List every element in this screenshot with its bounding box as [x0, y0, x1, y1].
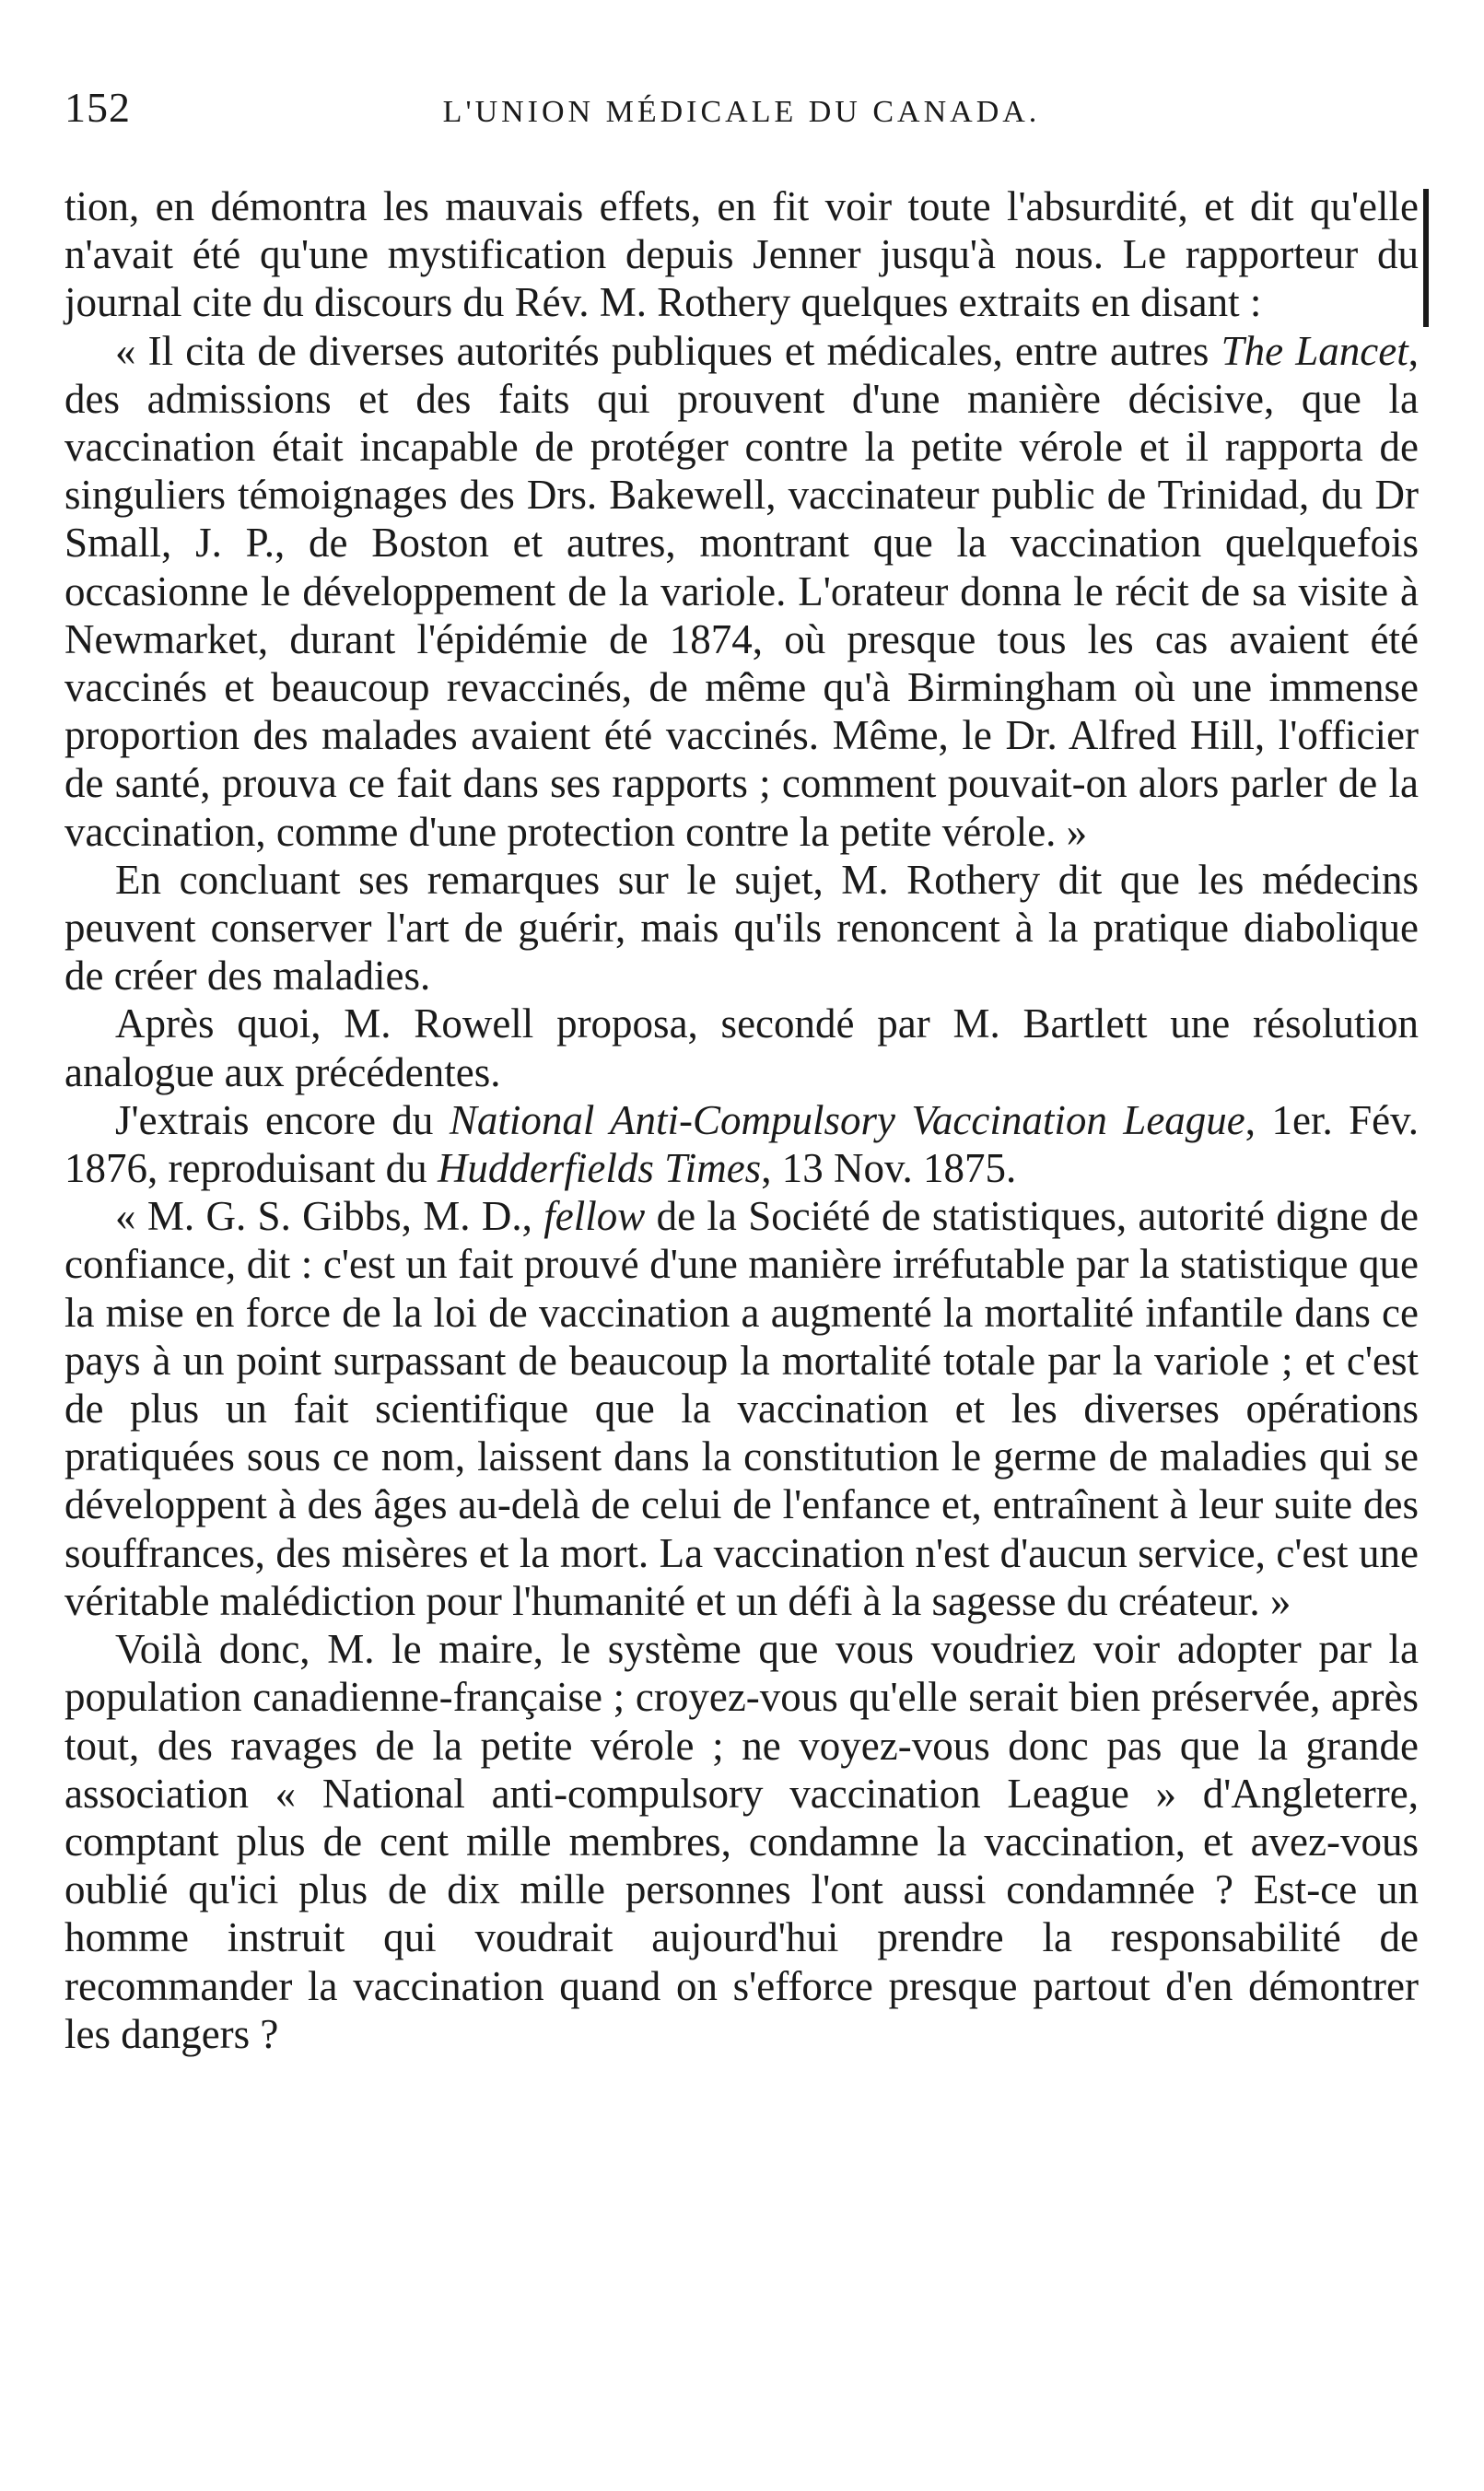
paragraph-p7	[64, 1625, 1419, 2058]
paragraph-text: , des admissions et des faits qui prouvent d'une manière décisive, que la vaccination était incapable de protéger contre la petite vérole et il rapporta de singuliers témoignages des Drs. Bakewell, vaccinateur public de Trinidad, du Dr Small, J. P., de Boston et autres, montrant que la vaccination quelquefois occasionne le développement de la variole. L'orateur donna le récit de sa visite à Newmarket, durant l'épidémie de 1874, où presque tous les cas avaient été vaccinés et beaucoup revaccinés, de même qu'à Birmingham où une immense proportion des malades avaient été vaccinés. Même, le Dr. Alfred Hill, l'officier de santé, prouva ce fait dans ses rapports ; comment pouvait-on alors parler de la vaccination, comme d'une protection contre la petite vérole. »	[64, 327, 1419, 855]
paragraph-p4	[64, 1000, 1419, 1095]
page-number: 152	[64, 84, 131, 131]
paragraph-text: , 1er. Fév. 1876, reproduisant du	[64, 1096, 1419, 1192]
paragraph-text: « Il cita de diverses autorités publiques et médicales, entre autres	[115, 327, 1221, 374]
italic-text: National Anti-Compulsory Vaccination League	[449, 1096, 1245, 1143]
italic-text: The Lancet	[1221, 327, 1408, 374]
scanned-page	[64, 83, 1419, 2058]
italic-text: fellow	[543, 1193, 646, 1240]
paragraph-text: Voilà donc, M. le maire, le système que vous voudriez voir adopter par la population canadienne-française ; croyez-vous qu'elle serait bien préservée, après tout, des ravages de la petite vérole ; ne voyez-vous donc pas que la grande association « National anti-compulsory vaccination League » d'Angleterre, comptant plus de cent mille membres, condamne la vaccination, et avez-vous oublié qu'ici plus de dix mille personnes l'ont aussi condamnée ? Est-ce un homme instruit qui voudrait aujourd'hui prendre la responsabilité de recommander la vaccination quand on s'efforce presque partout d'en démontrer les dangers ?	[64, 1626, 1419, 2057]
paragraph-text: « M. G. S. Gibbs, M. D.,	[115, 1193, 544, 1240]
paragraph-text: , 13 Nov. 1875.	[761, 1145, 1017, 1192]
page-edge-mark	[1423, 189, 1429, 327]
paragraph-text: de la Société de statistiques, autorité digne de confiance, dit : c'est un fait prouvé d'une manière irréfutable par la statistique que la mise en force de la loi de vaccination a augmenté la mortalité infantile dans ce pays à un point surpassant de beaucoup la mortalité totale par la variole ; et c'est de plus un fait scientifique que la vaccination et les diverses opérations pratiquées sous ce nom, laissent dans la constitution le germe de maladies qui se développent à des âges au-delà de celui de l'enfance et, entraînent à leur suite des souffrances, des misères et la mort. La vaccination n'est d'aucun service, c'est une véritable malédiction pour l'humanité et un défi à la sagesse du créateur. »	[64, 1193, 1419, 1624]
paragraph-text: Après quoi, M. Rowell proposa, secondé par M. Bartlett une résolution analogue aux précédentes.	[64, 1000, 1419, 1095]
italic-text: Hudderfields Times	[437, 1145, 762, 1192]
paragraph-p6	[64, 1192, 1419, 1625]
paragraph-p5	[64, 1096, 1419, 1192]
paragraph-p1	[64, 182, 1419, 327]
paragraph-text: En concluant ses remarques sur le sujet, M. Rothery dit que les médecins peuvent conserver l'art de guérir, mais qu'ils renoncent à la pratique diabolique de créer des maladies.	[64, 856, 1419, 1000]
running-head: L'UNION MÉDICALE DU CANADA.	[442, 95, 1041, 129]
article-body	[64, 182, 1419, 2058]
paragraph-p2	[64, 327, 1419, 856]
paragraph-text: J'extrais encore du	[115, 1096, 450, 1143]
page-header	[64, 83, 1419, 157]
paragraph-text: tion, en démontra les mauvais effets, en fit voir toute l'absurdité, et dit qu'elle n'avait été qu'une mystification depuis Jenner jusqu'à nous. Le rapporteur du journal cite du discours du Rév. M. Rothery quelques extraits en disant :	[64, 183, 1419, 326]
paragraph-p3	[64, 856, 1419, 1000]
